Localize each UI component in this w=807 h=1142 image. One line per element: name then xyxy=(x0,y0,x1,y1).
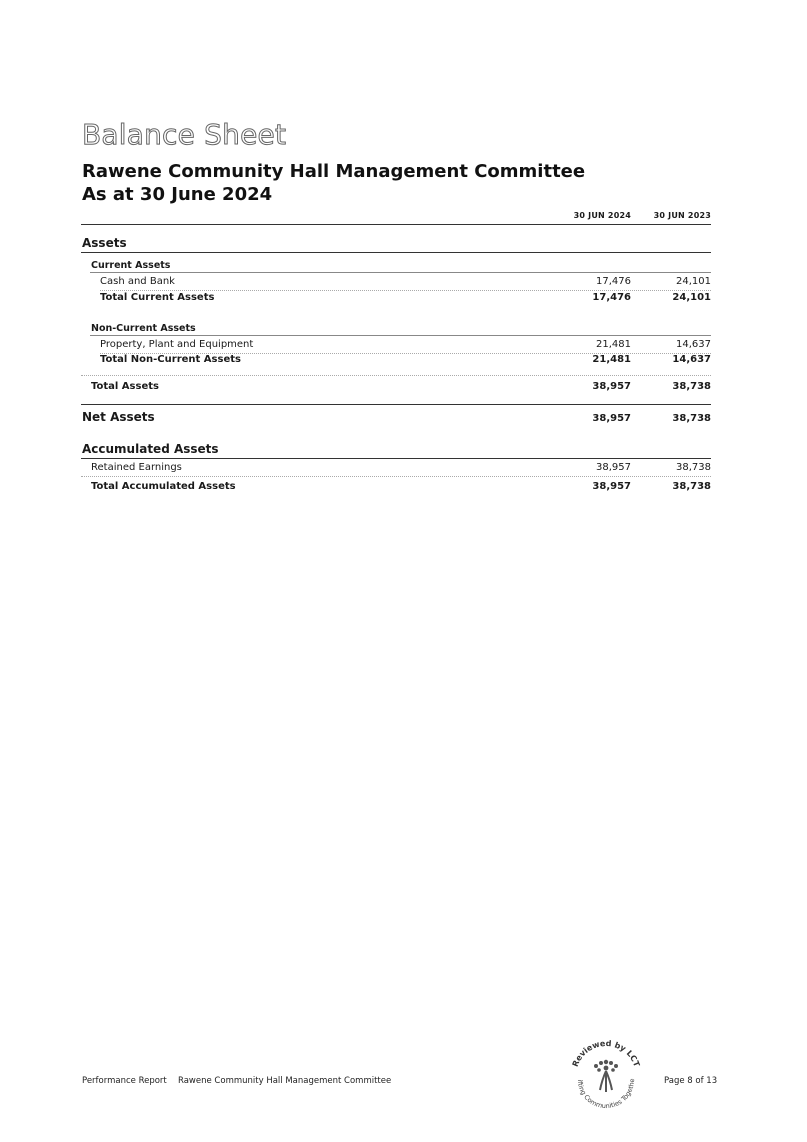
net-assets-rule xyxy=(81,404,711,405)
row-value-2023: 38,738 xyxy=(676,462,711,473)
non-current-assets-heading: Non-Current Assets xyxy=(91,323,196,334)
assets-rule xyxy=(81,252,711,253)
row-label: Retained Earnings xyxy=(91,462,182,473)
table-row-total-assets xyxy=(0,381,807,395)
header-rule xyxy=(81,224,711,225)
row-value-2024: 38,957 xyxy=(596,462,631,473)
row-label: Total Non-Current Assets xyxy=(100,354,241,365)
row-value-2024: 38,957 xyxy=(592,413,631,424)
table-row-total xyxy=(0,481,807,495)
row-value-2024: 38,957 xyxy=(592,381,631,392)
row-label: Total Current Assets xyxy=(100,292,215,303)
report-date: As at 30 June 2024 xyxy=(82,184,273,205)
row-value-2023: 24,101 xyxy=(676,276,711,287)
row-value-2023: 38,738 xyxy=(672,413,711,424)
row-value-2024: 17,476 xyxy=(596,276,631,287)
column-header-2024: 30 JUN 2024 xyxy=(573,211,631,220)
row-label: Total Accumulated Assets xyxy=(91,481,236,492)
row-label: Property, Plant and Equipment xyxy=(100,339,254,350)
column-header-2023: 30 JUN 2023 xyxy=(653,211,711,220)
row-value-2023: 24,101 xyxy=(672,292,711,303)
table-row xyxy=(0,462,807,476)
stamp-bottom-text: ifting Communities Togethe xyxy=(575,1078,637,1111)
footer-page-number: Page 8 of 13 xyxy=(664,1076,718,1086)
row-value-2024: 21,481 xyxy=(596,339,631,350)
table-row xyxy=(0,339,807,353)
row-divider xyxy=(100,290,711,291)
row-value-2023: 38,738 xyxy=(672,381,711,392)
page-title: Balance Sheet xyxy=(82,118,287,151)
row-divider xyxy=(81,476,711,477)
table-row-total xyxy=(0,292,807,306)
accumulated-assets-rule xyxy=(81,458,711,459)
footer-organisation: Rawene Community Hall Management Committee xyxy=(178,1076,392,1086)
organisation-name: Rawene Community Hall Management Committee xyxy=(82,161,586,182)
row-value-2023: 14,637 xyxy=(672,354,711,365)
row-value-2023: 14,637 xyxy=(676,339,711,350)
footer-report-label: Performance Report xyxy=(82,1076,167,1086)
current-assets-rule xyxy=(90,272,711,273)
table-row xyxy=(0,276,807,290)
non-current-assets-rule xyxy=(90,335,711,336)
row-divider xyxy=(81,375,711,376)
row-value-2024: 17,476 xyxy=(592,292,631,303)
reviewed-by-lct-stamp-icon xyxy=(566,1036,646,1116)
table-row-total xyxy=(0,354,807,368)
stamp-top-text: Reviewed by LCT xyxy=(570,1038,642,1069)
net-assets-label: Net Assets xyxy=(82,410,155,424)
row-label: Total Assets xyxy=(91,381,159,392)
row-value-2024: 38,957 xyxy=(592,481,631,492)
assets-heading: Assets xyxy=(82,236,127,250)
accumulated-assets-heading: Accumulated Assets xyxy=(82,442,219,456)
current-assets-heading: Current Assets xyxy=(91,260,171,271)
row-value-2023: 38,738 xyxy=(672,481,711,492)
row-value-2024: 21,481 xyxy=(592,354,631,365)
row-label: Cash and Bank xyxy=(100,276,175,287)
table-row-net-assets xyxy=(0,413,807,427)
